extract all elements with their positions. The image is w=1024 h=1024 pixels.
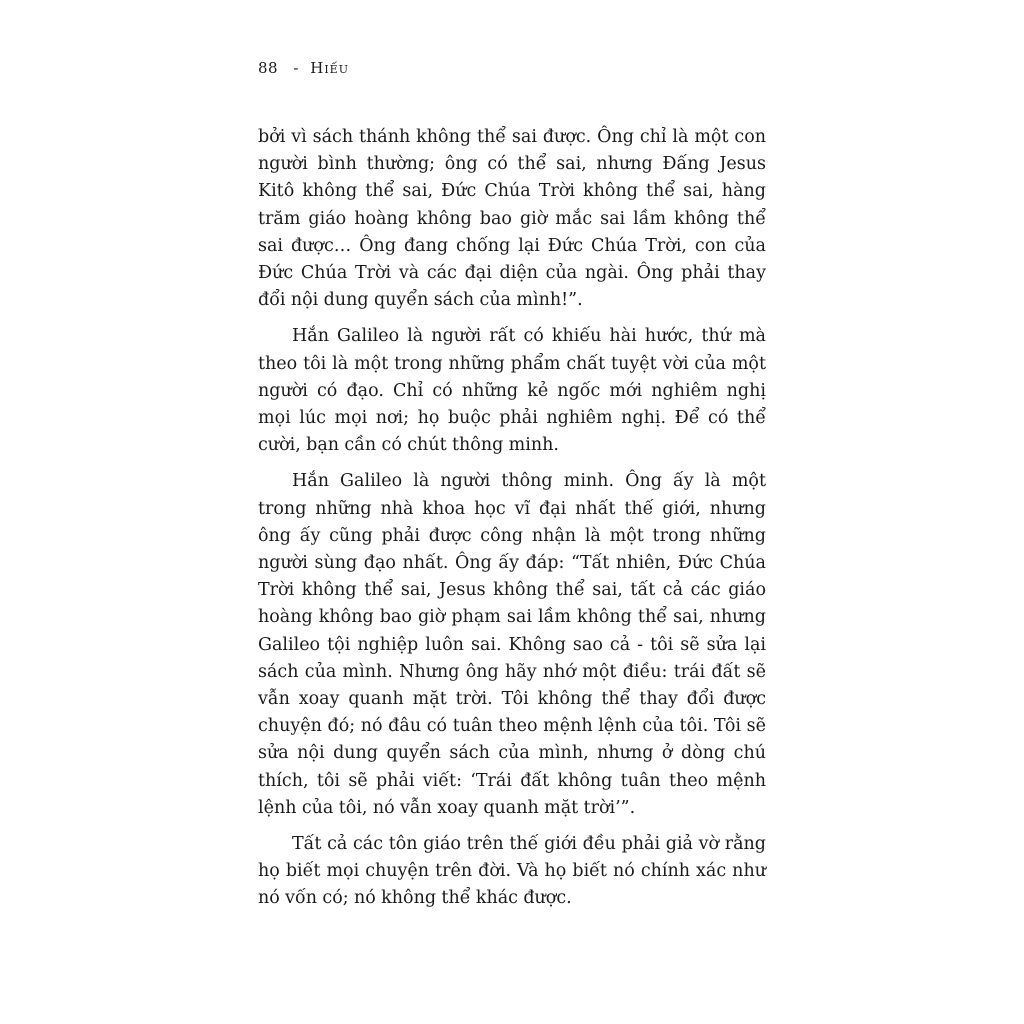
paragraph-3: Hắn Galileo là người thông minh. Ông ấy là một trong những nhà khoa học vĩ đại nhất thế giới, nhưng ông ấy cũng phải được công nhận là một trong những người sùng đạo nhất. Ông ấy đáp: “Tất nhiên, Đức Chúa Trời không thể sai, Jesus không thể sai, tất cả các giáo hoàng không bao giờ phạm sai lầm không thể sai, nhưng Galileo tội nghiệp luôn sai. Không sao cả - tôi sẽ sửa lại sách của mình. Nhưng ông hãy nhớ một điều: trái đất sẽ vẫn xoay quanh mặt trời. Tôi không thể thay đổi được chuyện đó; nó đâu có tuân theo mệnh lệnh của tôi. Tôi sẽ sửa nội dung quyển sách của mình, nhưng ở dòng chú thích, tôi sẽ phải viết: ‘Trái đất không tuân theo mệnh lệnh của tôi, nó vẫn xoay quanh mặt trời’”. [258, 471, 766, 818]
paragraph-1: bởi vì sách thánh không thể sai được. Ông chỉ là một con người bình thường; ông có thể sai, nhưng Đấng Jesus Kitô không thể sai, Đức Chúa Trời không thể sai, hàng trăm giáo hoàng không bao giờ mắc sai lầm không thể sai được… Ông đang chống lại Đức Chúa Trời, con của Đức Chúa Trời và các đại diện của ngài. Ông phải thay đổi nội dung quyển sách của mình!”. [258, 127, 766, 311]
paragraph-2: Hắn Galileo là người rất có khiếu hài hước, thứ mà theo tôi là một trong những phẩm chất tuyệt vời của một người có đạo. Chỉ có những kẻ ngốc mới nghiêm nghị mọi lúc mọi nơi; họ buộc phải nghiêm nghị. Để có thể cười, bạn cần có chút thông minh. [258, 326, 766, 456]
header-separator: - [293, 59, 299, 77]
book-page [258, 58, 766, 922]
page-number: 88 [258, 59, 279, 77]
running-title: Hiếu [310, 59, 349, 77]
running-header [258, 58, 766, 78]
paragraph-4: Tất cả các tôn giáo trên thế giới đều phải giả vờ rằng họ biết mọi chuyện trên đời. Và họ biết nó chính xác như nó vốn có; nó không thể khác được. [258, 834, 766, 909]
